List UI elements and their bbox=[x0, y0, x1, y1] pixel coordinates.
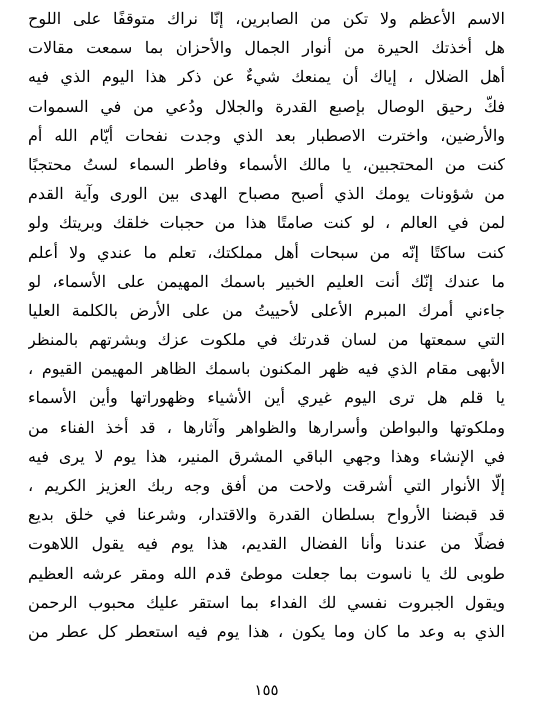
body-text bbox=[28, 4, 505, 646]
text-line: في الإنشاء وهذا وجهي الباقي المشرق المنير، هذا يوم لا يرى فيه bbox=[28, 446, 505, 466]
text-line: طوبى لك يا ناسوت بما جعلت موطئ قدم الله ومقر عرشه العظيم bbox=[28, 563, 505, 583]
text-line: جاءني أمرك المبرم الأعلى لأحييتُ من على الأرض بالكلمة العليا bbox=[28, 300, 505, 320]
text-line: ما عندك إنّك أنت العليم الخبير باسمك المهيمن على الأسماء، لو bbox=[28, 271, 505, 291]
text-line: من شؤونات يومك الذي أصبح مصباح الهدى بين الورى وآية القدم bbox=[28, 184, 505, 204]
text-line: وملكوتها والبواطن وأسرارها والظواهر وآثارها ، قد أخذ الفناء من bbox=[28, 417, 505, 437]
text-line: والأرضين، واخترت الاصطبار بعد الذي وجدت نفحات أيّام الله أم bbox=[28, 125, 505, 145]
text-line: فكّ رحيق الوصال بإصبع القدرة والجلال ودُعي من في السموات bbox=[28, 96, 505, 116]
text-line: كنت ساكتًا إنّه من سبحات أهل مملكتك، تعلم ما عندي ولا أعلم bbox=[28, 242, 505, 262]
text-line: التي سمعتها من لسان قدرتك في ملكوت عزك وبشرتهم بالمنظر bbox=[28, 330, 505, 350]
text-line: هل أخذتك الحيرة من أنوار الجمال والأحزان بما سمعت مقالات bbox=[28, 38, 505, 58]
text-line: لمن في العالم ، لو كنت صامتًا هذا من حجبات خلقك وبريتك ولو bbox=[28, 213, 505, 233]
text-line: إلّا الأنوار التي أشرقت ولاحت من أفق وجه ربك العزيز الكريم ، bbox=[28, 476, 505, 495]
text-line: يا قلم هل ترى اليوم غيري أين الأشياء وظهوراتها وأين الأسماء bbox=[28, 388, 505, 408]
page-number: ١٥٥ bbox=[254, 681, 279, 699]
text-line: ويقول الجبروت نفسي لك الفداء بما استقر عليك محبوب الرحمن bbox=[28, 592, 505, 612]
text-line: الأبهى مقام الذي فيه ظهر المكنون باسمك الظاهر المهيمن القيوم ، bbox=[28, 359, 505, 379]
text-line: الاسم الأعظم ولا تكن من الصابرين، إنّا نراك متوقفًا على اللوح bbox=[28, 9, 505, 28]
text-line: فضلًا من عندنا وأنا الفضال القديم، هذا يوم فيه يقول اللاهوت bbox=[28, 534, 505, 554]
text-line: أهل الضلال ، إياك أن يمنعك شيءٌ عن ذكر هذا اليوم الذي فيه bbox=[28, 67, 505, 87]
text-line: قد قبضنا الأرواح بسلطان القدرة والاقتدار، وشرعنا في خلق بديع bbox=[28, 505, 505, 525]
text-line: الذي به وعد ما كان وما يكون ، هذا يوم فيه استعطر كل عطر من bbox=[28, 621, 505, 641]
text-line: كنت من المحتجبين، يا مالك الأسماء وفاطر السماء لستُ محتجبًا bbox=[28, 154, 505, 174]
